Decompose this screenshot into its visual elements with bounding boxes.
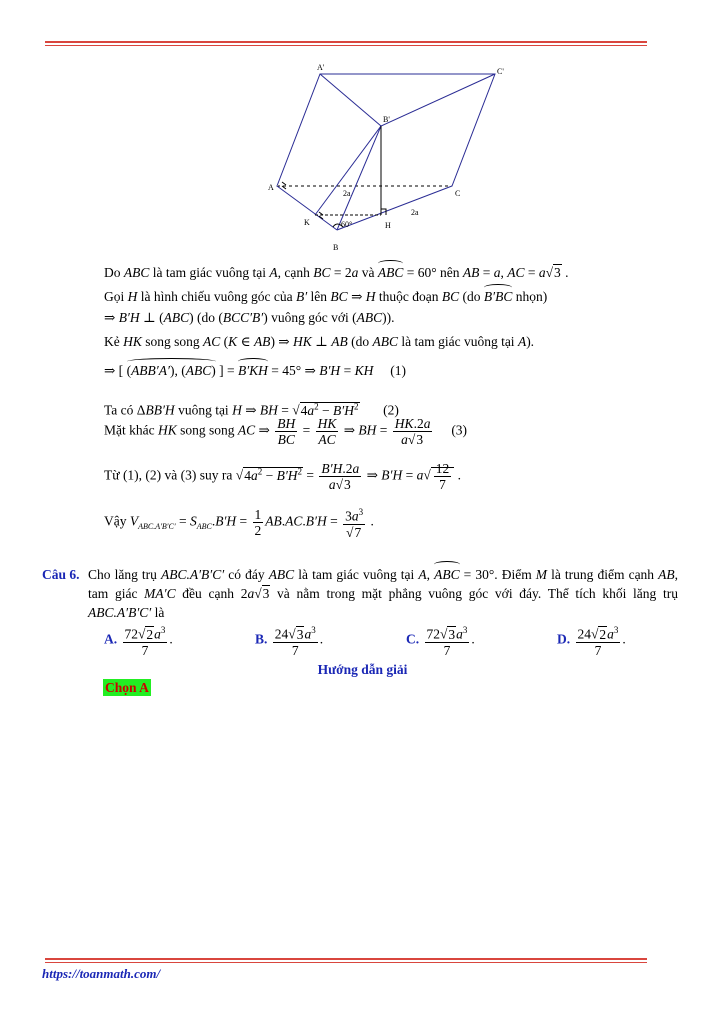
footer-rule — [45, 958, 647, 963]
label-b: B — [333, 243, 339, 252]
solution-heading: Hướng dẫn giải — [317, 662, 408, 677]
question-6 — [42, 565, 679, 620]
choice-d[interactable]: D. $\frac{24√2a^3}{7}$ . — [557, 625, 626, 658]
label-c-prime: C' — [497, 67, 504, 76]
label-a: A — [268, 183, 274, 192]
segment-kb-prime — [315, 126, 381, 215]
solution-line-6: Ta có ΔBB′H vuông tại H ⇒ BH = $√4a^2 - B'H^2$ (2) — [104, 401, 399, 418]
label-a-prime: A' — [317, 63, 325, 72]
solution-line-4: Kẻ HK song song AC (K ∈ AB) ⇒ HK ⊥ AB (do ABC là tam giác vuông tại A). — [104, 334, 535, 349]
choice-b[interactable]: B. $\frac{24√3a^3}{7}$ . — [255, 625, 324, 658]
solution-line-2: Gọi H là hình chiếu vuông góc của B′ lên BC ⇒ H thuộc đoạn BC (do B′BC nhọn) — [104, 289, 548, 304]
footer-link[interactable]: https://toanmath.com/ — [42, 966, 161, 981]
label-bc-length: 2a — [411, 208, 419, 217]
solution-line-1: Do ABC là tam giác vuông tại A, cạnh BC = 2a và ABC = 60° nên AB = a, AC = a√3 . — [104, 265, 569, 280]
label-b-prime: B' — [383, 115, 390, 124]
solution-line-5: ⇒ [ (ABB′A′), (ABC) ] = B′KH = 45° ⇒ B′H = KH (1) — [104, 363, 406, 378]
label-angle-60: 60° — [341, 220, 353, 229]
label-bb-length: 2a — [343, 189, 351, 198]
label-c: C — [455, 189, 461, 198]
choice-a[interactable]: A. $\frac{72√2a^3}{7}$ . — [104, 625, 173, 658]
label-k: K — [304, 218, 310, 227]
label-h: H — [385, 221, 391, 230]
solution-line-9: Vậy $V_{ABC.A'B'C'} = S_{ABC}.B'H$ = $\frac{1}{2}$ AB.AC.B′H = $\frac{3a^3}{√7}$ . — [104, 506, 374, 540]
question-label: Câu 6. — [42, 567, 80, 582]
face-acca — [277, 74, 495, 186]
edge-bc — [337, 186, 452, 230]
answer-badge: Chọn A — [105, 680, 149, 695]
question-text: Cho lăng trụ ABC.A′B′C′ có đáy ABC là tam giác vuông tại A, ABC = 30°. Điểm M là trung điểm cạnh AB, tam giác MA′C đều cạnh 2a√3 và nằm trong mặt phẳng vuông góc với đáy. Thể tích khối lăng trụ ABC.A′B′C′ là — [88, 567, 679, 620]
header-rule — [45, 41, 647, 46]
solution-line-3: ⇒ B′H ⊥ (ABC) (do (BCC′B′) vuông góc với (ABC)). — [104, 310, 395, 325]
solution-line-7: Mặt khác HK song song AC ⇒ $\frac{BH}{BC}$ = $\frac{HK}{AC}$ ⇒ BH = $\frac{HK.2a}{a√3}$ (3) — [104, 416, 468, 447]
edge-bb-prime — [337, 126, 381, 230]
prism-figure — [255, 60, 525, 255]
choice-c[interactable]: C. $\frac{72√3a^3}{7}$ . — [406, 625, 475, 658]
edge-ab-prime — [320, 74, 381, 126]
solution-line-8: Từ (1), (2) và (3) suy ra $√4a^2 - B'H^2$ = $\frac{B'H.2a}{a√3}$ ⇒ B′H = a√ $\frac{12}{7}$ . — [104, 461, 462, 492]
